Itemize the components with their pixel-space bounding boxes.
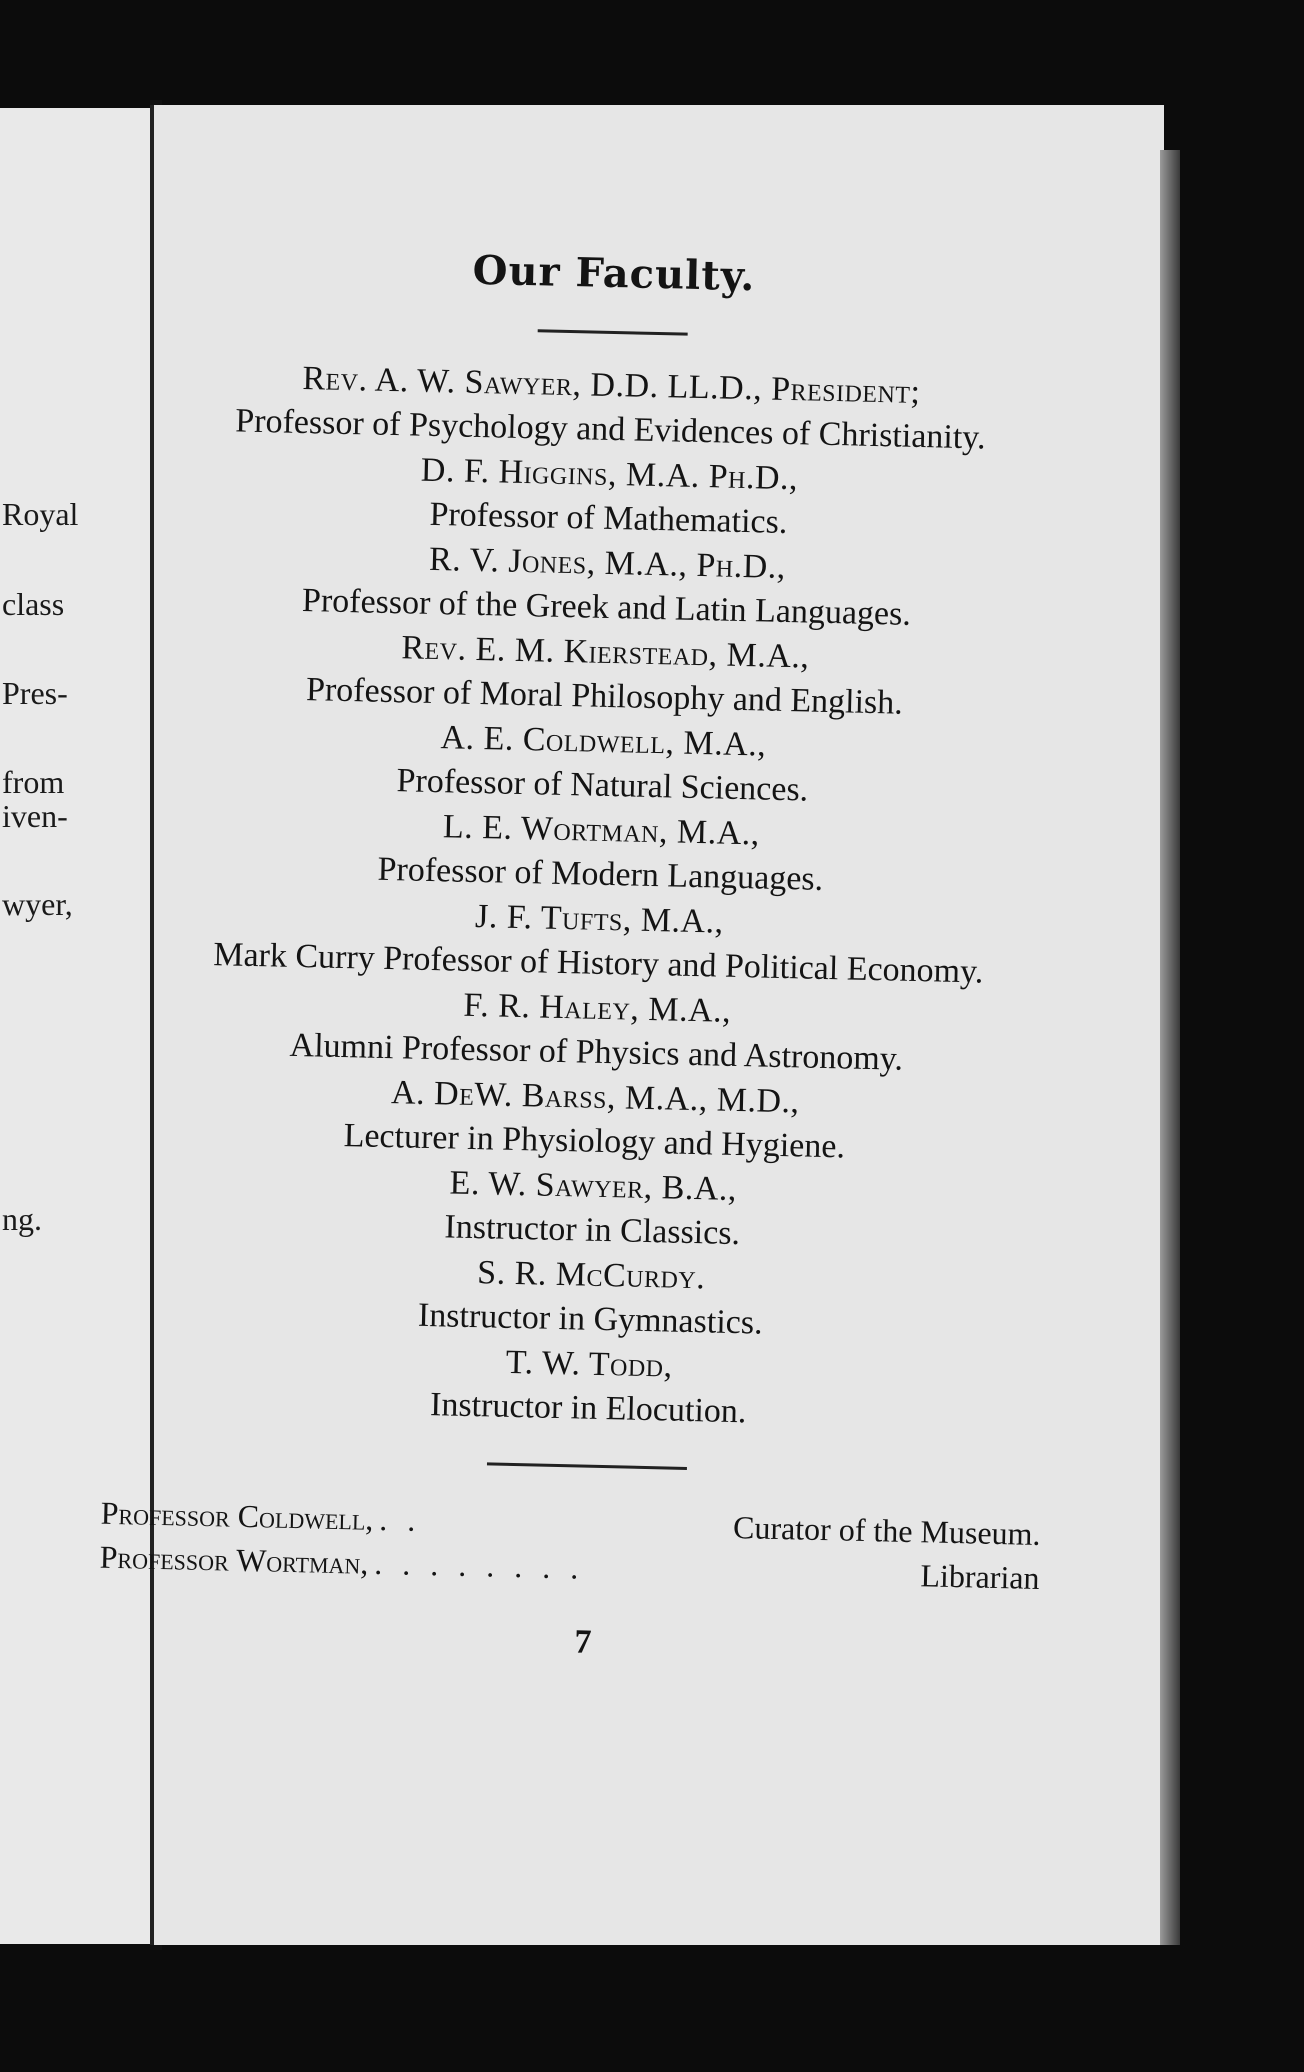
faculty-name: Rev. E. M. Kierstead, M.A., xyxy=(401,629,810,676)
previous-page-fragment xyxy=(0,108,156,1944)
faculty-name: A. E. Coldwell, M.A., xyxy=(440,719,767,764)
section-rule xyxy=(487,1462,687,1470)
page-title: Our Faculty. xyxy=(472,246,756,301)
faculty-name: R. V. Jones, M.A., Ph.D., xyxy=(428,540,787,586)
page-number: 7 xyxy=(574,1623,592,1661)
left-text-fragment: from xyxy=(2,764,65,800)
faculty-name: S. R. McCurdy. xyxy=(476,1254,706,1297)
faculty-role: Alumni Professor of Physics and Astronomy. xyxy=(289,1026,904,1078)
faculty-role: Lecturer in Physiology and Hygiene. xyxy=(343,1117,846,1166)
officer-name: Professor Coldwell, xyxy=(100,1494,374,1537)
leader-dots: . . . . . . . . xyxy=(374,1544,585,1586)
officer-name: Professor Wortman, xyxy=(99,1538,369,1581)
officer-title: Curator of the Museum. xyxy=(732,1509,1041,1552)
faculty-name: E. W. Sawyer, B.A., xyxy=(449,1164,738,1209)
left-text-fragment: Pres- xyxy=(2,675,68,711)
faculty-role: Instructor in Gymnastics. xyxy=(417,1296,763,1342)
officer-title: Librarian xyxy=(920,1557,1040,1596)
faculty-role: Professor of Natural Sciences. xyxy=(396,762,809,809)
faculty-role: Professor of the Greek and Latin Languages. xyxy=(301,581,912,633)
page-edge xyxy=(1160,150,1180,1945)
left-text-fragment: ng. xyxy=(2,1201,42,1237)
faculty-list xyxy=(163,354,1037,1440)
faculty-name: J. F. Tufts, M.A., xyxy=(474,898,725,941)
faculty-role: Professor of Mathematics. xyxy=(429,495,788,541)
faculty-name: T. W. Todd, xyxy=(505,1343,674,1385)
faculty-role: Instructor in Classics. xyxy=(444,1208,741,1253)
left-text-fragment: wyer, xyxy=(2,886,73,922)
faculty-name: L. E. Wortman, M.A., xyxy=(442,808,761,853)
faculty-entry xyxy=(163,1333,1015,1440)
leader-dots: . . xyxy=(378,1500,422,1538)
faculty-name: A. DeW. Barss, M.A., M.D., xyxy=(390,1074,800,1121)
faculty-role: Professor of Psychology and Evidences of Christianity. xyxy=(234,402,987,457)
faculty-name: Rev. A. W. Sawyer, D.D. LL.D., President; xyxy=(302,359,921,411)
faculty-role: Mark Curry Professor of History and Political Economy. xyxy=(212,936,984,991)
title-rule xyxy=(538,329,688,335)
left-text-fragment: Royal xyxy=(2,496,79,532)
faculty-role: Professor of Moral Philosophy and English. xyxy=(305,671,904,722)
faculty-role: Instructor in Elocution. xyxy=(429,1386,747,1431)
faculty-name: F. R. Haley, M.A., xyxy=(463,986,732,1030)
left-text-fragment: class xyxy=(2,586,65,622)
left-text-fragment: iven- xyxy=(2,798,68,834)
faculty-name: D. F. Higgins, M.A. Ph.D., xyxy=(420,451,799,498)
page-content xyxy=(99,220,1041,1671)
faculty-role: Professor of Modern Languages. xyxy=(377,850,824,898)
officers-list xyxy=(99,1492,1041,1599)
